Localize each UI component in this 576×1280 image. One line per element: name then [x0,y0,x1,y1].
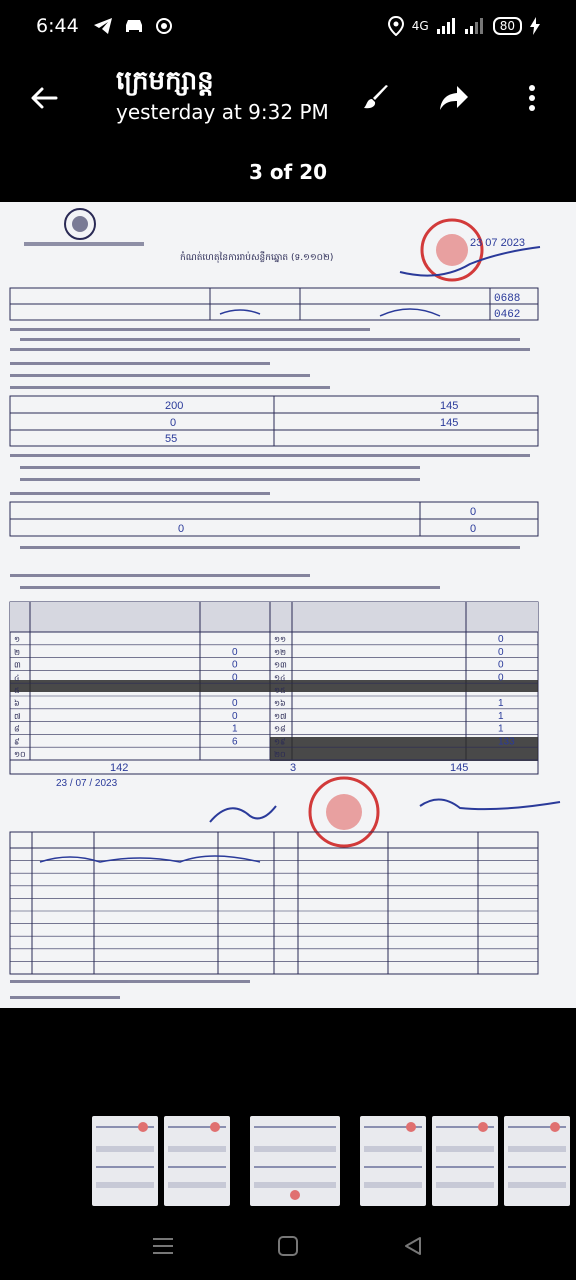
tally-right-row-votes: 133 [498,736,515,748]
section3-zero-b: 0 [470,523,477,535]
signal-2-icon [465,18,485,34]
tally-left-row-votes: 0 [232,659,238,671]
thumbnail-4[interactable] [360,1116,426,1206]
document-image[interactable] [0,202,576,1008]
count-spoiled: 55 [165,433,178,445]
thumbnail-strip [92,1116,570,1206]
thumbnail-6[interactable] [504,1116,570,1206]
tally-right-row-votes: 1 [498,723,504,735]
recents-button[interactable] [153,1237,173,1259]
thumbnail-2[interactable] [164,1116,230,1206]
tally-left-row-votes: 0 [232,710,238,722]
doc-title: កំណត់ហេតុនៃការរាប់សន្លឹកឆ្នោត (ទ.១១០២) [180,253,334,263]
tally-left-row-votes: 0 [232,646,238,658]
tally-left-row-number: ៤ [14,673,20,683]
tally-left-row-number: ១ [14,635,21,644]
thumbnail-5[interactable] [432,1116,498,1206]
tally-right-row-number: ១២ [274,647,287,657]
section3-zero-c: 0 [178,523,185,535]
app-bar [0,52,576,140]
tally-left-row-number: ៥ [14,686,20,696]
box-number: 0462 [494,309,521,321]
thumbnail-1[interactable] [92,1116,158,1206]
location-icon [388,16,404,36]
share-button[interactable] [434,78,474,118]
count-registered: 200 [165,400,184,412]
tally-right-row-votes: 0 [498,659,504,671]
image-counter: 3 of 20 [248,160,328,184]
tally-left-row-votes: 0 [232,698,238,709]
count-unused: 0 [170,417,177,429]
tally-right-row-number: ១៣ [274,660,287,670]
status-time: 6:44 [36,15,79,37]
network-type: 4G [411,19,429,33]
signal-icon [437,18,457,34]
charging-icon [530,17,540,35]
app-actions [356,78,552,118]
tally-right-row-number: ១៨ [274,724,286,734]
total-valid: 142 [110,762,129,774]
tally-right-row-number: ១៤ [274,673,286,683]
tally-left-row-number: ៣ [14,660,21,670]
tally-left [10,635,270,760]
tally-right-row-votes: 0 [498,634,504,645]
back-button[interactable] [24,78,64,118]
total-invalid: 3 [290,762,297,774]
station-number: 0688 [494,293,521,305]
brush-icon [361,83,391,113]
tally-right-row-votes: 1 [498,698,504,709]
official-stamp-bottom [310,778,378,846]
total-all: 145 [450,762,469,774]
edit-button[interactable] [356,78,396,118]
tally-left-row-number: ៧ [14,711,21,721]
tally-left-row-number: ១០ [14,750,26,760]
tally-left-row-votes: 1 [232,723,238,735]
title-block [116,64,329,126]
home-button[interactable] [278,1236,298,1260]
tally-right-row-number: ១៦ [274,699,286,708]
share-icon [439,84,469,112]
telegram-icon [93,17,113,35]
more-vert-icon [528,84,536,112]
tally-right-row-number: ១១ [274,635,287,644]
stamp-date: 23 07 2023 [470,237,526,249]
count-cast: 145 [440,400,459,412]
system-nav-bar [0,1216,576,1280]
tally-left-row-number: ៩ [14,737,20,747]
tally-left-row-number: ៨ [14,724,20,734]
nav-back-button[interactable] [403,1236,423,1260]
tally-right-row-votes: 0 [498,646,504,658]
tally-right-row-votes: 1 [498,710,504,722]
section3-zero-a: 0 [470,506,477,518]
more-options-button[interactable] [512,78,552,118]
triangle-back-icon [403,1236,423,1256]
message-timestamp: yesterday at 9:32 PM [116,100,329,124]
recents-icon [153,1237,173,1255]
official-stamp-top [422,220,525,280]
battery-indicator: 80 [493,17,522,35]
tally-right-row-number: ២០ [274,750,286,760]
home-icon [278,1236,298,1256]
tally-right-row-number: ១៩ [274,737,286,747]
count-used: 145 [440,417,459,429]
doc-date: 23 / 07 / 2023 [56,778,118,789]
tally-right-row-votes: 0 [498,672,504,684]
tally-left-row-number: ២ [14,647,21,657]
arrow-left-icon [30,86,58,110]
thumbnail-3-current[interactable] [250,1116,340,1206]
cog-icon [155,17,173,35]
document-drawing [0,202,576,1008]
status-left-icons [93,17,173,35]
status-bar [0,0,576,52]
tally-left-row-number: ៦ [14,699,20,708]
status-right [388,16,540,36]
tally-right-row-number: ១៥ [274,686,286,696]
emblem-icon [65,209,95,239]
sender-name: ក្រេមក្សាន្ត [116,66,214,96]
tally-left-row-votes: 0 [232,672,238,684]
car-icon [123,17,145,35]
tally-left-row-votes: 6 [232,736,238,748]
tally-right-row-number: ១៧ [274,711,287,721]
